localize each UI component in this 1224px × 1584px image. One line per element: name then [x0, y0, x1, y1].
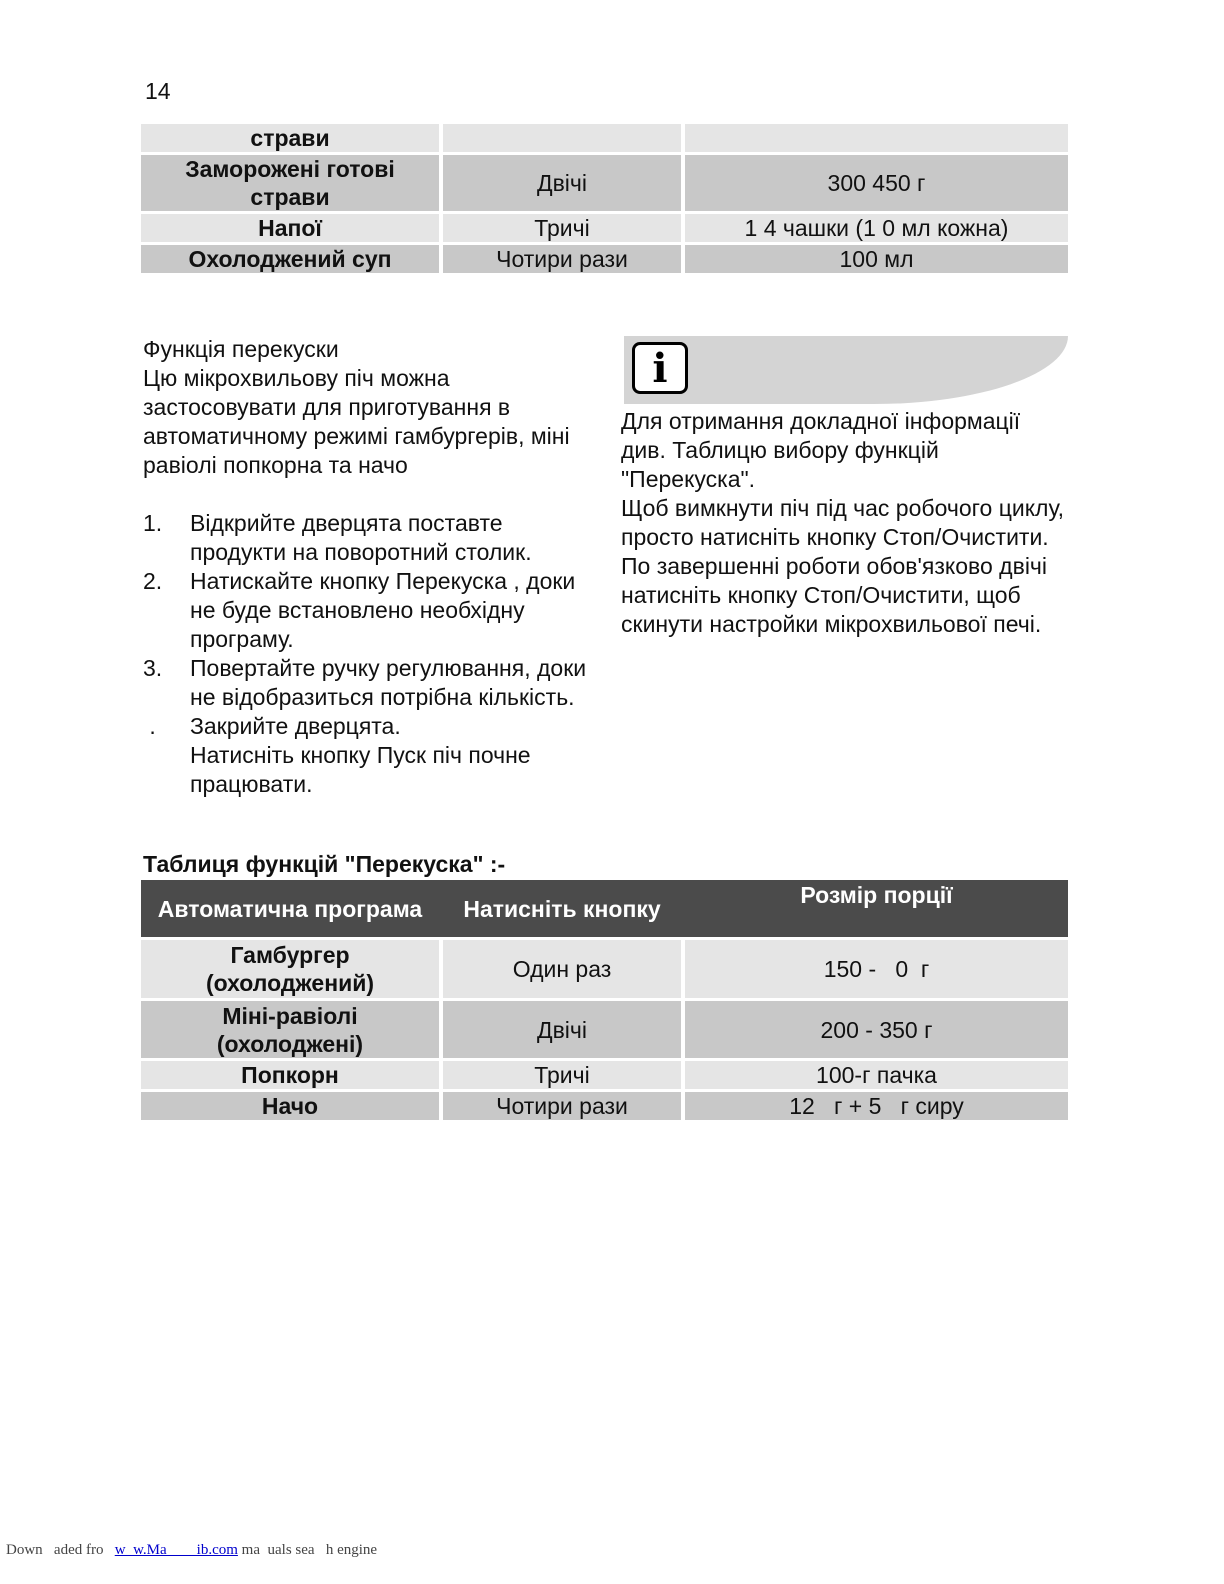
portion-cell: 150 - 0 г — [685, 940, 1068, 998]
portion-cell — [685, 124, 1068, 152]
info-note — [621, 407, 1071, 639]
program-cell: Напої — [141, 214, 439, 242]
step-number: 2. — [143, 568, 163, 594]
intro-text: Цю мікрохвильову піч можна застосовувати для приготування в автоматичному режимі гамбургерів, міні равіолі попкорна та начо — [143, 365, 570, 478]
table-row — [141, 1061, 1068, 1089]
table-row — [141, 124, 1068, 152]
press-cell: Чотири рази — [443, 245, 681, 273]
press-cell: Тричі — [443, 1061, 681, 1089]
footer — [6, 1542, 377, 1559]
footer-suffix: ma uals sea h engine — [237, 1542, 378, 1558]
list-item — [143, 712, 603, 741]
header-program: Автоматична програма — [141, 880, 439, 937]
table-row — [141, 155, 1068, 211]
table-row — [141, 940, 1068, 998]
list-item — [143, 509, 603, 567]
steps-list — [143, 509, 603, 799]
program-cell: Гамбургер (охолоджений) — [141, 940, 439, 998]
list-item — [143, 654, 603, 712]
press-cell: Двічі — [443, 155, 681, 211]
list-item — [143, 567, 603, 654]
portion-cell: 300 450 г — [685, 155, 1068, 211]
top-table — [141, 124, 1068, 276]
program-cell: Начо — [141, 1092, 439, 1120]
press-cell: Один раз — [443, 940, 681, 998]
table-title: Таблиця функцій "Перекуска" :- — [143, 851, 506, 877]
program-cell: Заморожені готові страви — [141, 155, 439, 211]
program-cell: Охолоджений суп — [141, 245, 439, 273]
info-icon: i — [632, 342, 688, 394]
press-cell: Тричі — [443, 214, 681, 242]
footer-link[interactable]: w w.Ma ib.com — [114, 1542, 238, 1558]
press-cell: Двічі — [443, 1001, 681, 1058]
portion-cell: 200 - 350 г — [685, 1001, 1068, 1058]
header-press: Натисніть кнопку — [443, 880, 681, 937]
footer-prefix: Down aded fro — [6, 1542, 115, 1558]
program-cell: Попкорн — [141, 1061, 439, 1089]
portion-cell: 100 мл — [685, 245, 1068, 273]
table-row — [141, 1001, 1068, 1058]
table-row — [141, 1092, 1068, 1120]
portion-cell: 12 г + 5 г сиру — [685, 1092, 1068, 1120]
portion-cell: 1 4 чашки (1 0 мл кожна) — [685, 214, 1068, 242]
table-row — [141, 214, 1068, 242]
step-number — [143, 741, 190, 799]
step-text: Закрийте дверцята. — [190, 713, 401, 739]
page-number: 14 — [145, 78, 171, 104]
step-number: 1. — [143, 510, 163, 536]
step-text: Натисніть кнопку Пуск піч почне працювати. — [190, 742, 531, 797]
step-number: 3. — [143, 655, 163, 681]
step-number: . — [143, 713, 156, 739]
table-row — [141, 245, 1068, 273]
portion-cell: 100-г пачка — [685, 1061, 1068, 1089]
header-portion: Розмір порції — [685, 880, 1068, 937]
snack-instructions — [143, 335, 603, 799]
info-paragraph: Щоб вимкнути піч під час робочого циклу, просто натисніть кнопку Стоп/Очистити. — [621, 495, 1065, 550]
program-cell: Міні-равіолі (охолоджені) — [141, 1001, 439, 1058]
press-cell — [443, 124, 681, 152]
info-paragraph: Для отримання докладної інформації див. Таблицю вибору функцій "Перекуска". — [621, 408, 1021, 492]
press-cell: Чотири рази — [443, 1092, 681, 1120]
info-banner — [624, 336, 1068, 404]
step-text: Повертайте ручку регулювання, доки не відобразиться потрібна кількість. — [190, 655, 587, 710]
program-cell: страви — [141, 124, 439, 152]
step-text: Натискайте кнопку Перекуска , доки не буде встановлено необхідну програму. — [190, 568, 576, 652]
section-heading: Функція перекуски — [143, 336, 339, 362]
snack-table — [141, 880, 1068, 1123]
info-paragraph: По завершенні роботи обов'язково двічі натисніть кнопку Стоп/Очистити, щоб скинути настройки мікрохвильової печі. — [621, 553, 1048, 637]
table-header-row — [141, 880, 1068, 937]
step-text: Відкрийте дверцята поставте продукти на поворотний столик. — [190, 510, 532, 565]
list-item — [143, 741, 603, 799]
